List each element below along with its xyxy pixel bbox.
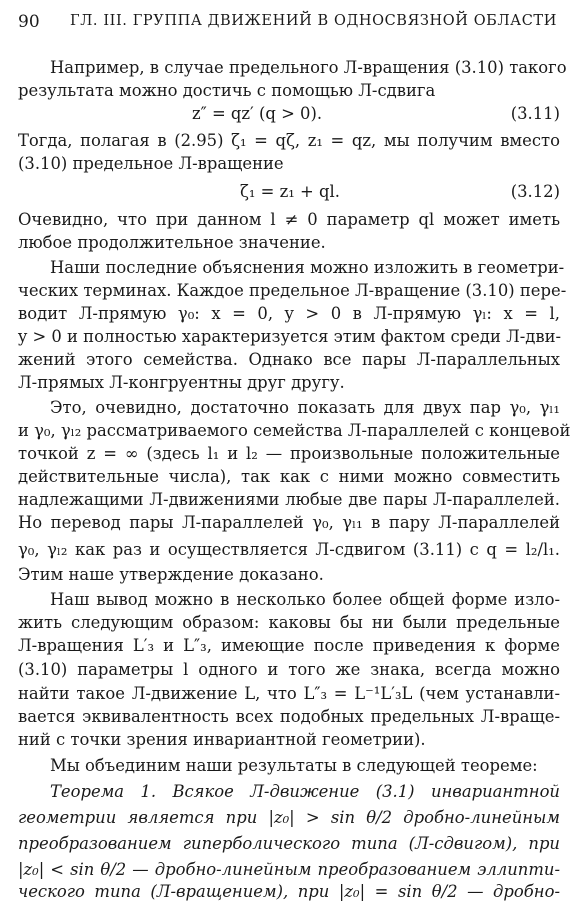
equation-body: ζ₁ = z₁ + ql. [240, 182, 340, 201]
text-line: Но перевод пары Л-параллелей γ₀, γₗ₁ в пару Л-параллелей [18, 513, 560, 532]
text-line: найти такое Л-движение L, что L″₃ = L⁻¹L′₃L (чем устанавли- [18, 684, 560, 703]
equation-number: (3.11) [510, 104, 560, 123]
text-line: Этим наше утверждение доказано. [18, 565, 324, 584]
text-line: действительные числа), так как с ними можно совместить [18, 467, 560, 486]
text-line: Наш вывод можно в несколько более общей форме изло- [50, 590, 560, 609]
text-line: (3.10) предельное Л-вращение [18, 154, 284, 173]
text-line: точкой z = ∞ (здесь l₁ и l₂ — произвольные положительные [18, 444, 560, 463]
theorem-line: ческого типа (Л-вращением), при |z₀| = sin θ/2 — дробно- [18, 882, 560, 901]
text-line: и γ₀, γₗ₂ рассматриваемого семейства Л-параллелей с концевой [18, 421, 571, 440]
text-line: (3.10) параметры l одного и того же знака, всегда можно [18, 660, 560, 679]
text-line: Л-вращения L′₃ и L″₃, имеющие после приведения к форме [18, 636, 560, 655]
text-line: жить следующим образом: каковы бы ни были предельные [18, 613, 560, 632]
theorem-line: преобразованием гиперболического типа (Л-сдвигом), при [18, 834, 560, 853]
equation-number: (3.12) [510, 182, 560, 201]
text-line: Тогда, полагая в (2.95) ζ₁ = qζ, z₁ = qz, мы получим вместо [18, 131, 560, 150]
text-line: Например, в случае предельного Л-вращения (3.10) такого [50, 58, 567, 77]
text-line: y > 0 и полностью характеризуется этим фактом среди Л-дви- [18, 327, 562, 346]
text-line: надлежащими Л-движениями любые две пары Л-параллелей. [18, 490, 560, 509]
text-line: Наши последние объяснения можно изложить в геометри- [50, 258, 565, 277]
text-line: Очевидно, что при данном l ≠ 0 параметр ql может иметь [18, 210, 560, 229]
text-line: результата можно достичь с помощью Л-сдвига [18, 81, 436, 100]
text-line: водит Л-прямую γ₀: x = 0, y > 0 в Л-прямую γₗ: x = l, [18, 304, 560, 323]
text-line: ческих терминах. Каждое предельное Л-вращение (3.10) пере- [18, 281, 567, 300]
page-header [18, 12, 564, 36]
text-line: ний с точки зрения инвариантной геометрии). [18, 730, 426, 749]
text-line: γ₀, γₗ₂ как раз и осуществляется Л-сдвигом (3.11) с q = l₂/l₁. [18, 540, 560, 559]
equation-body: z″ = qz′ (q > 0). [192, 104, 323, 123]
theorem-line: геометрии является при |z₀| > sin θ/2 дробно-линейным [18, 808, 560, 827]
text-line: Мы объединим наши результаты в следующей теореме: [50, 756, 538, 775]
text-line: любое продолжительное значение. [18, 233, 326, 252]
running-title: ГЛ. III. ГРУППА ДВИЖЕНИЙ В ОДНОСВЯЗНОЙ ОБЛАСТИ [70, 13, 557, 29]
text-line: вается эквивалентность всех подобных предельных Л-враще- [18, 707, 560, 726]
theorem-line: Теорема 1. Всякое Л-движение (3.1) инвариантной [50, 782, 560, 801]
text-line: Л-прямых Л-конгруентны друг другу. [18, 373, 345, 392]
theorem-line: |z₀| < sin θ/2 — дробно-линейным преобразованием эллипти- [18, 860, 560, 879]
text-line: Это, очевидно, достаточно показать для двух пар γ₀, γₗ₁ [50, 398, 560, 417]
page-number: 90 [18, 12, 40, 32]
text-line: жений этого семейства. Однако все пары Л-параллельных [18, 350, 560, 369]
